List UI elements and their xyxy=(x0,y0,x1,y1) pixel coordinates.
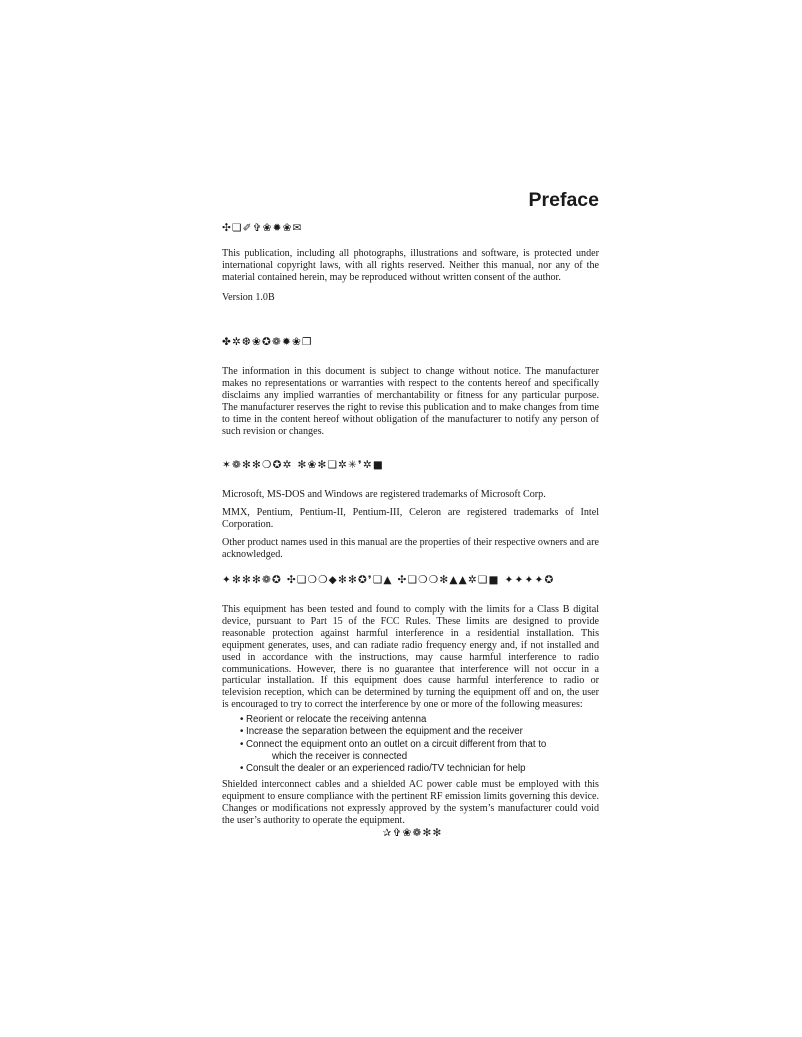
trademark-paragraph-3: Other product names used in this manual are the properties of their respective owners and are acknowledged. xyxy=(222,536,599,560)
fcc-measures-list xyxy=(222,714,599,775)
fcc-paragraph: This equipment has been tested and found to comply with the limits for a Class B digital device, pursuant to Part 15 of the FCC Rules. These limits are designed to provide reasonable protection against harmful interference in a residential installation. This equipment generates, uses, and can radiate radio frequency energy and, if not installed and used in accordance with the instructions, may cause harmful interference to radio communications. However, there is no guarantee that interference will not occur in a particular installation. If this equipment does cause harmful interference to radio or television reception, which can be determined by turning the equipment off and on, the user is encouraged to try to correct the interference by one or more of the following measures: xyxy=(222,604,599,711)
list-item: • Increase the separation between the equipment and the receiver xyxy=(240,726,523,738)
trademark-heading: ✶❁✻✻❍✪✲ ✻❀✻❏✲✳❜✲■ xyxy=(222,459,385,471)
fcc-section xyxy=(222,574,599,839)
list-item: • Connect the equipment onto an outlet on a circuit different from that to which the receiver is connected xyxy=(240,738,547,762)
fcc-heading: ✦✻✻✻❁✪ ✣❏❍❍◆✻✻✪❜❏▲ ✣❏❍❍✻▲▲✲❏■ ✦✦✦✦✪ xyxy=(222,574,555,586)
page-number-footer: ✰✞❀❁✻✻ xyxy=(382,826,443,839)
copyright-paragraph: This publication, including all photographs, illustrations and software, is protected under international copyright laws, with all rights reserved. Neither this manual, nor any of the material contained herein, may be reproduced without written consent of the author. xyxy=(222,248,599,283)
version-text: Version 1.0B xyxy=(222,291,275,303)
disclaimer-heading: ✤✲❆❀✪❁✹❀❒ xyxy=(222,336,313,348)
list-item: • Consult the dealer or an experienced radio/TV technician for help xyxy=(240,762,526,774)
fcc-closing-paragraph: Shielded interconnect cables and a shielded AC power cable must be employed with this equipment to ensure compliance with the pertinent RF emission limits governing this device. Changes or modifications not expressly approved by the system’s manufacturer could void the user’s authority to operate the equipment. xyxy=(222,779,599,826)
trademark-section xyxy=(222,459,599,561)
list-item: • Reorient or relocate the receiving antenna xyxy=(240,714,427,726)
copyright-heading: ✣❏✐✞❀✹❀✉ xyxy=(222,222,303,234)
trademark-paragraph-1: Microsoft, MS-DOS and Windows are registered trademarks of Microsoft Corp. xyxy=(222,489,546,500)
disclaimer-paragraph: The information in this document is subject to change without notice. The manufacturer makes no representations or warranties with respect to the contents hereof and specifically disclaims any implied warranties of merchantability or fitness for any particular purpose. The manufacturer reserves the right to revise this publication and to make changes from time to time in the content hereof without obligation of the manufacturer to notify any person of such revision or changes. xyxy=(222,366,599,437)
copyright-section xyxy=(222,222,599,304)
trademark-paragraph-2: MMX, Pentium, Pentium-II, Pentium-III, Celeron are registered trademarks of Intel Corporation. xyxy=(222,506,599,530)
disclaimer-section xyxy=(222,336,599,437)
page-title: Preface xyxy=(528,189,599,211)
